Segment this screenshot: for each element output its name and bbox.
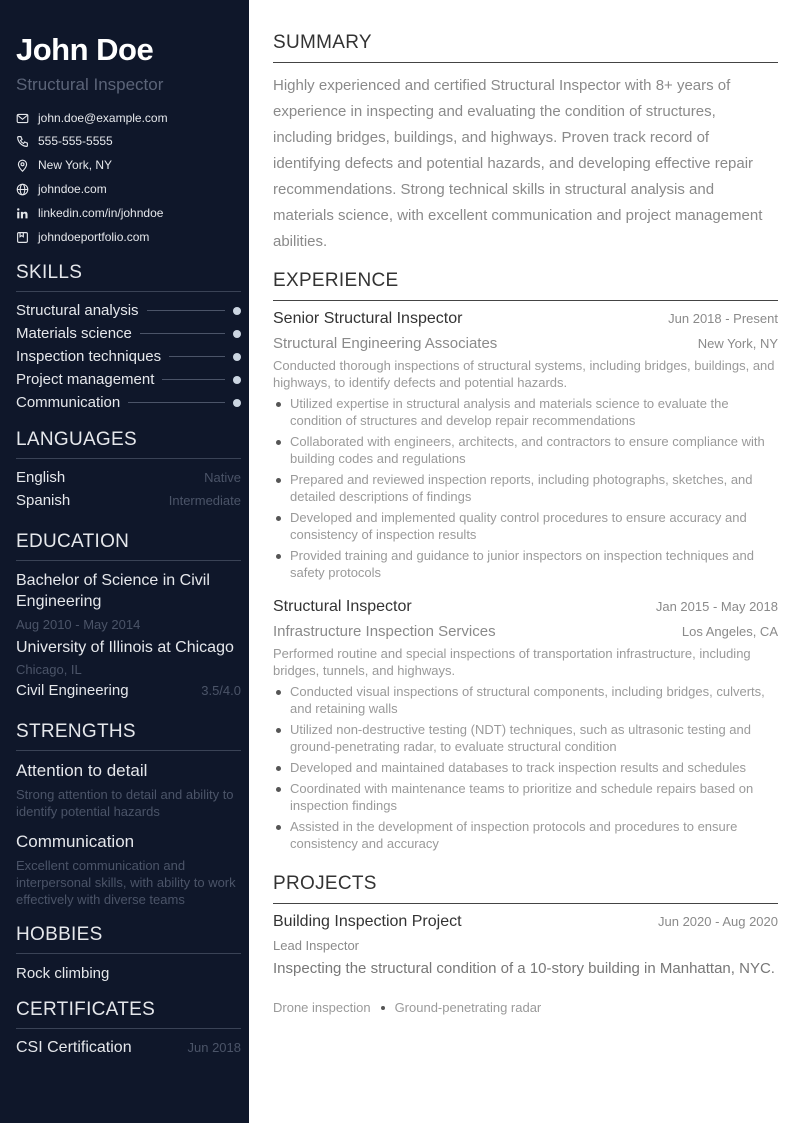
summary-text: Highly experienced and certified Structural Inspector with 8+ years of experience in inspecting and evaluating the condition of structures, including bridges, buildings, and highways. Proven track record of identifying defects and potential hazards, and developing effective repair recommendations. Strong technical skills in structural analysis and materials science, with excellent communication and project management abilities. xyxy=(273,77,763,250)
job-bullet: Conducted visual inspections of structural components, including bridges, culverts, and retaining walls xyxy=(273,683,778,717)
job-bullet: Developed and implemented quality control procedures to ensure accuracy and consistency of inspection results xyxy=(273,509,778,543)
education-field-row xyxy=(16,682,241,699)
job-company: Structural Engineering Associates xyxy=(273,335,498,352)
contact-website-text: johndoe.com xyxy=(38,182,107,196)
email-icon xyxy=(16,112,29,125)
contact-email-text: john.doe@example.com xyxy=(38,111,168,125)
skill-item xyxy=(16,325,241,342)
skill-item xyxy=(16,394,241,411)
language-level: Native xyxy=(204,470,241,485)
skill-dot xyxy=(233,376,241,384)
skill-label: Project management xyxy=(16,371,155,388)
education-location: Chicago, IL xyxy=(16,662,82,677)
contact-portfolio-text: johndoeportfolio.com xyxy=(38,230,150,244)
projects-heading: PROJECTS xyxy=(273,873,778,904)
job-bullet: Utilized expertise in structural analysis and materials science to evaluate the condition of structures and develop repair recommendations xyxy=(273,395,778,429)
strength-desc: Strong attention to detail and ability to identify potential hazards xyxy=(16,787,234,819)
skill-dot xyxy=(233,399,241,407)
strength-title: Attention to detail xyxy=(16,761,148,780)
profile-name: John Doe xyxy=(16,32,154,67)
job-dates: Jun 2018 - Present xyxy=(668,311,778,326)
project-tags xyxy=(273,1000,541,1015)
phone-icon xyxy=(16,135,29,148)
job-location: Los Angeles, CA xyxy=(681,624,778,639)
contact-email[interactable] xyxy=(16,111,168,125)
skill-label: Materials science xyxy=(16,325,132,342)
job-subheader xyxy=(273,335,778,352)
project-tag: Ground-penetrating radar xyxy=(394,1000,542,1015)
language-name: English xyxy=(16,469,66,486)
job-subheader xyxy=(273,623,778,640)
contact-linkedin[interactable] xyxy=(16,206,163,220)
job-bullet: Prepared and reviewed inspection reports, including photographs, sketches, and detailed descriptions of findings xyxy=(273,471,778,505)
certificates-heading: CERTIFICATES xyxy=(16,999,241,1029)
strength-title: Communication xyxy=(16,832,135,851)
contact-website[interactable] xyxy=(16,182,107,196)
job-title: Structural Inspector xyxy=(273,598,412,615)
contact-linkedin-text: linkedin.com/in/johndoe xyxy=(38,206,164,220)
project-title: Building Inspection Project xyxy=(273,913,462,930)
certificate-item xyxy=(16,1039,241,1057)
education-school: University of Illinois at Chicago xyxy=(16,639,234,656)
language-item xyxy=(16,492,241,509)
project-header xyxy=(273,913,778,931)
certificate-date: Jun 2018 xyxy=(187,1040,241,1055)
language-level: Intermediate xyxy=(168,493,241,508)
education-field: Civil Engineering xyxy=(16,682,129,699)
experience-heading: EXPERIENCE xyxy=(273,270,778,301)
job-bullet: Collaborated with engineers, architects, and contractors to ensure compliance with building codes and regulations xyxy=(273,433,778,467)
skill-item xyxy=(16,371,241,388)
skill-dot xyxy=(233,330,241,338)
linkedin-icon xyxy=(16,207,29,220)
job-bullet: Provided training and guidance to junior inspectors on inspection techniques and safety protocols xyxy=(273,547,778,581)
skills-heading: SKILLS xyxy=(16,262,241,292)
job-bullet: Utilized non-destructive testing (NDT) techniques, such as ultrasonic testing and ground-penetrating radar, to evaluate structural condition xyxy=(273,721,778,755)
job-description: Performed routine and special inspections of transportation infrastructure, including bridges, tunnels, and highways. xyxy=(273,646,751,678)
location-icon xyxy=(16,159,29,172)
skill-label: Structural analysis xyxy=(16,302,139,319)
skill-label: Inspection techniques xyxy=(16,348,162,365)
language-name: Spanish xyxy=(16,492,71,509)
contact-location xyxy=(16,158,112,172)
project-tag: Drone inspection xyxy=(273,1000,371,1015)
skill-dot xyxy=(233,307,241,315)
skill-item xyxy=(16,348,241,365)
skill-item xyxy=(16,302,241,319)
globe-icon xyxy=(16,183,29,196)
skill-label: Communication xyxy=(16,394,121,411)
summary-heading: SUMMARY xyxy=(273,32,778,63)
education-gpa: 3.5/4.0 xyxy=(201,683,241,698)
project-dates: Jun 2020 - Aug 2020 xyxy=(658,914,778,929)
portfolio-icon xyxy=(16,231,29,244)
contact-portfolio[interactable] xyxy=(16,230,149,244)
project-description: Inspecting the structural condition of a 10-story building in Manhattan, NYC. xyxy=(273,960,775,977)
job-title: Senior Structural Inspector xyxy=(273,310,463,327)
job-company: Infrastructure Inspection Services xyxy=(273,623,496,640)
job-bullets xyxy=(273,395,778,585)
strengths-heading: STRENGTHS xyxy=(16,721,241,751)
languages-heading: LANGUAGES xyxy=(16,429,241,459)
strength-desc: Excellent communication and interpersonal skills, with ability to work effectively with diverse teams xyxy=(16,858,236,907)
education-heading: EDUCATION xyxy=(16,531,241,561)
job-location: New York, NY xyxy=(697,336,778,351)
profile-title: Structural Inspector xyxy=(16,75,164,94)
contact-phone[interactable] xyxy=(16,134,113,148)
job-bullet: Developed and maintained databases to track inspection results and schedules xyxy=(273,759,778,776)
job-header xyxy=(273,598,778,616)
job-bullet: Assisted in the development of inspection protocols and procedures to ensure consistency and accuracy xyxy=(273,818,778,852)
contact-location-text: New York, NY xyxy=(38,158,113,172)
job-bullet: Coordinated with maintenance teams to prioritize and schedule repairs based on inspection findings xyxy=(273,780,778,814)
education-degree: Bachelor of Science in Civil Engineering xyxy=(16,572,210,610)
certificate-name: CSI Certification xyxy=(16,1039,132,1056)
job-bullets xyxy=(273,683,778,856)
tag-separator xyxy=(381,1006,385,1010)
language-item xyxy=(16,469,241,486)
hobbies-heading: HOBBIES xyxy=(16,924,241,954)
contact-phone-text: 555-555-5555 xyxy=(38,134,113,148)
project-role: Lead Inspector xyxy=(273,938,360,953)
skill-dot xyxy=(233,353,241,361)
job-dates: Jan 2015 - May 2018 xyxy=(655,599,778,614)
job-header xyxy=(273,310,778,328)
hobby-item: Rock climbing xyxy=(16,965,110,982)
job-description: Conducted thorough inspections of structural systems, including bridges, buildings, and highways, to identify defects and potential hazards. xyxy=(273,358,775,390)
education-dates: Aug 2010 - May 2014 xyxy=(16,617,141,632)
